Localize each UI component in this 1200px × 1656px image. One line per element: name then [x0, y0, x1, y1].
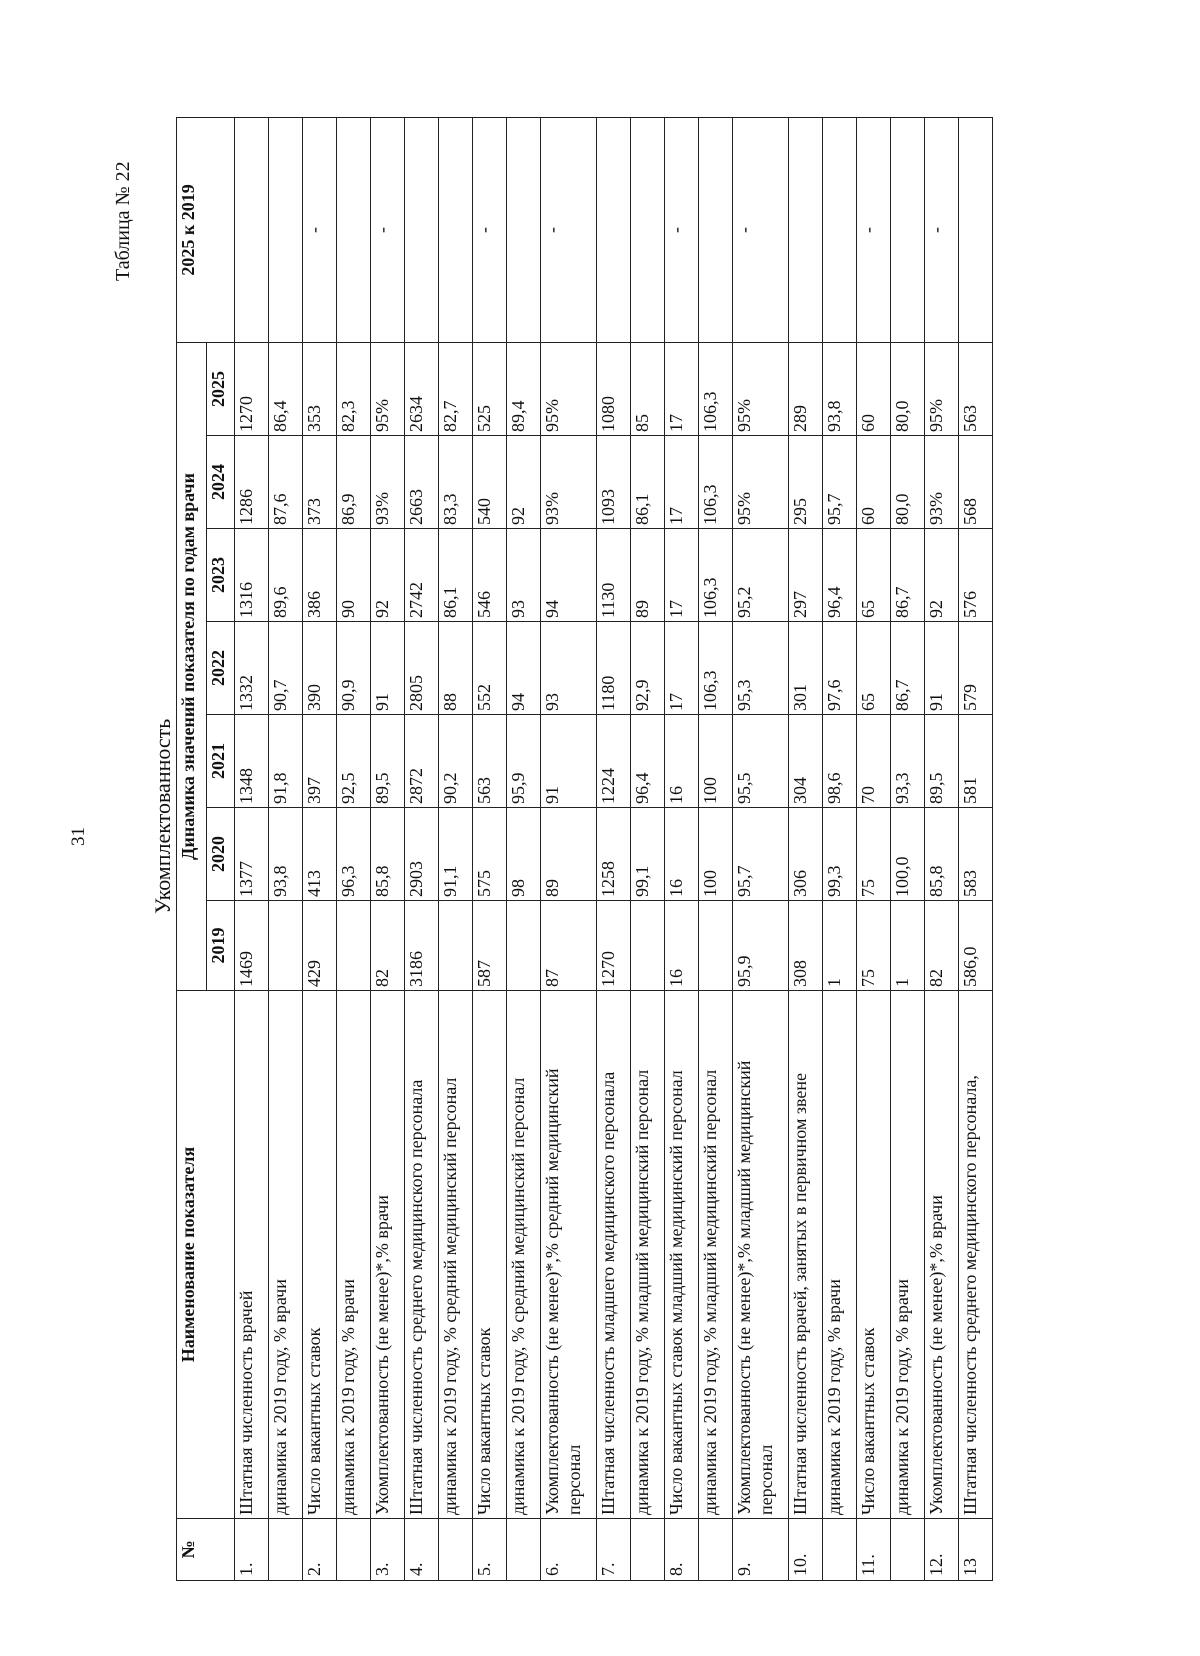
year-value: 90,7: [269, 622, 303, 715]
year-value: 89,6: [269, 529, 303, 622]
ratio-value: [597, 117, 631, 342]
year-value: 87,6: [269, 436, 303, 529]
ratio-value: [631, 117, 665, 342]
year-value: 106,3: [699, 436, 733, 529]
year-value: 1270: [597, 901, 631, 991]
indicator-name: Число вакантных ставок: [473, 991, 507, 1519]
row-number: 11.: [857, 1519, 891, 1581]
year-value: 91,1: [439, 808, 473, 901]
ratio-value: [789, 117, 823, 342]
year-value: 1093: [597, 436, 631, 529]
year-value: 90: [337, 529, 371, 622]
ratio-value: -: [665, 117, 699, 342]
year-value: 2872: [405, 715, 439, 808]
indicator-name: Укомплектованность (не менее)*,% врачи: [371, 991, 405, 1519]
row-number: 6.: [541, 1519, 597, 1581]
year-value: [699, 901, 733, 991]
table-row: [473, 117, 507, 1580]
ratio-value: -: [733, 117, 789, 342]
year-value: [337, 901, 371, 991]
year-value: 2634: [405, 342, 439, 435]
year-value: 2663: [405, 436, 439, 529]
year-value: 525: [473, 342, 507, 435]
year-value: 106,3: [699, 529, 733, 622]
row-number: [439, 1519, 473, 1581]
table-row: [857, 117, 891, 1580]
row-number: 5.: [473, 1519, 507, 1581]
year-value: 390: [303, 622, 337, 715]
table-row: [925, 117, 959, 1580]
year-value: 1332: [235, 622, 269, 715]
year-value: 1348: [235, 715, 269, 808]
year-value: 95%: [733, 436, 789, 529]
year-value: 397: [303, 715, 337, 808]
year-value: 1: [891, 901, 925, 991]
year-value: 95%: [925, 342, 959, 435]
year-value: 96,4: [823, 529, 857, 622]
table-row: [699, 117, 733, 1580]
year-value: 91: [371, 622, 405, 715]
year-value: 92: [507, 436, 541, 529]
indicator-name: динамика к 2019 году, % врачи: [269, 991, 303, 1519]
ratio-value: -: [541, 117, 597, 342]
table-row: [823, 117, 857, 1580]
year-value: 60: [857, 436, 891, 529]
year-value: 581: [959, 715, 993, 808]
year-value: 2805: [405, 622, 439, 715]
year-value: 106,3: [699, 622, 733, 715]
header-ratio: 2025 к 2019: [177, 117, 235, 342]
year-value: 373: [303, 436, 337, 529]
year-value: 93%: [541, 436, 597, 529]
row-number: 8.: [665, 1519, 699, 1581]
year-value: 586,0: [959, 901, 993, 991]
year-value: 87: [541, 901, 597, 991]
page-number: 31: [68, 827, 89, 846]
year-value: 568: [959, 436, 993, 529]
table-row: [439, 117, 473, 1580]
year-value: 93,3: [891, 715, 925, 808]
table-row: [269, 117, 303, 1580]
year-value: 92: [925, 529, 959, 622]
year-value: 93%: [925, 436, 959, 529]
year-value: 95,3: [733, 622, 789, 715]
year-value: 95%: [733, 342, 789, 435]
year-value: 540: [473, 436, 507, 529]
year-value: 297: [789, 529, 823, 622]
ratio-value: [235, 117, 269, 342]
year-value: 98: [507, 808, 541, 901]
year-value: 2903: [405, 808, 439, 901]
header-year: 2022: [207, 622, 235, 715]
year-value: 1286: [235, 436, 269, 529]
ratio-value: -: [303, 117, 337, 342]
row-number: [337, 1519, 371, 1581]
year-value: 552: [473, 622, 507, 715]
header-year: 2024: [207, 436, 235, 529]
staffing-table: [176, 117, 993, 1581]
year-value: 86,7: [891, 529, 925, 622]
year-value: 65: [857, 529, 891, 622]
header-year: 2025: [207, 342, 235, 435]
table-body: [235, 117, 993, 1580]
indicator-name: Штатная численность младшего медицинского персонала: [597, 991, 631, 1519]
year-value: 85,8: [371, 808, 405, 901]
year-value: 17: [665, 529, 699, 622]
year-value: 429: [303, 901, 337, 991]
table-row: [405, 117, 439, 1580]
year-value: 83,3: [439, 436, 473, 529]
year-value: 93: [507, 529, 541, 622]
ratio-value: -: [857, 117, 891, 342]
year-value: 93: [541, 622, 597, 715]
indicator-name: динамика к 2019 году, % средний медицинский персонал: [507, 991, 541, 1519]
year-value: 95,7: [823, 436, 857, 529]
table-title: Укомплектованность: [150, 718, 175, 914]
year-value: [269, 901, 303, 991]
year-value: 93,8: [269, 808, 303, 901]
table-row: [665, 117, 699, 1580]
ratio-value: [699, 117, 733, 342]
year-value: 89,4: [507, 342, 541, 435]
year-value: 106,3: [699, 342, 733, 435]
year-value: [507, 901, 541, 991]
year-value: 289: [789, 342, 823, 435]
year-value: 85,8: [925, 808, 959, 901]
year-value: 95,7: [733, 808, 789, 901]
row-number: 7.: [597, 1519, 631, 1581]
table-row: [507, 117, 541, 1580]
year-value: 97,6: [823, 622, 857, 715]
year-value: 576: [959, 529, 993, 622]
table-number: Таблица № 22: [112, 161, 134, 281]
year-value: 1377: [235, 808, 269, 901]
year-value: 546: [473, 529, 507, 622]
row-number: 9.: [733, 1519, 789, 1581]
year-value: 95,5: [733, 715, 789, 808]
year-value: 91: [925, 622, 959, 715]
year-value: 100: [699, 808, 733, 901]
year-value: 92,5: [337, 715, 371, 808]
year-value: 1130: [597, 529, 631, 622]
year-value: 98,6: [823, 715, 857, 808]
year-value: 75: [857, 808, 891, 901]
indicator-name: Укомплектованность (не менее)*,% младший медицинский персонал: [733, 991, 789, 1519]
year-value: 91,8: [269, 715, 303, 808]
row-number: 2.: [303, 1519, 337, 1581]
year-value: 95%: [541, 342, 597, 435]
year-value: 304: [789, 715, 823, 808]
indicator-name: Штатная численность врачей: [235, 991, 269, 1519]
year-value: 575: [473, 808, 507, 901]
row-number: 12.: [925, 1519, 959, 1581]
year-value: 587: [473, 901, 507, 991]
year-value: 60: [857, 342, 891, 435]
table-row: [789, 117, 823, 1580]
year-value: 2742: [405, 529, 439, 622]
year-value: 90,2: [439, 715, 473, 808]
year-value: 95,2: [733, 529, 789, 622]
header-year: 2023: [207, 529, 235, 622]
year-value: [631, 901, 665, 991]
table-row: [303, 117, 337, 1580]
year-value: 386: [303, 529, 337, 622]
year-value: 80,0: [891, 436, 925, 529]
indicator-name: Число вакантных ставок: [303, 991, 337, 1519]
row-number: [891, 1519, 925, 1581]
year-value: 16: [665, 715, 699, 808]
row-number: [269, 1519, 303, 1581]
indicator-name: Штатная численность врачей, занятых в первичном звене: [789, 991, 823, 1519]
year-value: 1180: [597, 622, 631, 715]
table-row: [337, 117, 371, 1580]
year-value: 89: [541, 808, 597, 901]
row-number: 10.: [789, 1519, 823, 1581]
ratio-value: -: [925, 117, 959, 342]
year-value: 301: [789, 622, 823, 715]
row-number: 3.: [371, 1519, 405, 1581]
year-value: 579: [959, 622, 993, 715]
year-value: 86,9: [337, 436, 371, 529]
table-row: [959, 117, 993, 1580]
year-value: 82,7: [439, 342, 473, 435]
indicator-name: Укомплектованность (не менее)*,% средний медицинский персонал: [541, 991, 597, 1519]
indicator-name: Штатная численность среднего медицинского персонала,: [959, 991, 993, 1519]
table-row: [891, 117, 925, 1580]
year-value: 82: [925, 901, 959, 991]
table-row: [235, 117, 269, 1580]
row-number: [823, 1519, 857, 1581]
year-value: 70: [857, 715, 891, 808]
row-number: 4.: [405, 1519, 439, 1581]
year-value: 91: [541, 715, 597, 808]
indicator-name: динамика к 2019 году, % врачи: [823, 991, 857, 1519]
indicator-name: динамика к 2019 году, % средний медицинский персонал: [439, 991, 473, 1519]
ratio-value: [959, 117, 993, 342]
header-dynamics: Динамика значений показателя по годам врачи: [177, 342, 207, 990]
year-value: 80,0: [891, 342, 925, 435]
table-row: [733, 117, 789, 1580]
year-value: 96,4: [631, 715, 665, 808]
year-value: 563: [473, 715, 507, 808]
year-value: 65: [857, 622, 891, 715]
year-value: 89,5: [371, 715, 405, 808]
year-value: 563: [959, 342, 993, 435]
year-value: 89,5: [925, 715, 959, 808]
year-value: 353: [303, 342, 337, 435]
ratio-value: [337, 117, 371, 342]
year-value: 17: [665, 436, 699, 529]
table-row: [371, 117, 405, 1580]
indicator-name: Штатная численность среднего медицинского персонала: [405, 991, 439, 1519]
year-value: 1224: [597, 715, 631, 808]
indicator-name: Число вакантных ставок: [857, 991, 891, 1519]
year-value: 95,9: [733, 901, 789, 991]
ratio-value: [405, 117, 439, 342]
year-value: 95%: [371, 342, 405, 435]
year-value: 86,1: [439, 529, 473, 622]
year-value: 75: [857, 901, 891, 991]
year-value: 86,4: [269, 342, 303, 435]
year-value: 94: [541, 529, 597, 622]
year-value: 295: [789, 436, 823, 529]
year-value: 99,3: [823, 808, 857, 901]
year-value: 16: [665, 901, 699, 991]
year-value: 93,8: [823, 342, 857, 435]
ratio-value: -: [371, 117, 405, 342]
year-value: 89: [631, 529, 665, 622]
year-value: 85: [631, 342, 665, 435]
year-value: 92,9: [631, 622, 665, 715]
row-number: 1.: [235, 1519, 269, 1581]
year-value: 17: [665, 342, 699, 435]
year-value: 3186: [405, 901, 439, 991]
year-value: 1469: [235, 901, 269, 991]
year-value: 413: [303, 808, 337, 901]
table-row: [541, 117, 597, 1580]
header-no: №: [177, 1519, 235, 1581]
ratio-value: [439, 117, 473, 342]
year-value: 1258: [597, 808, 631, 901]
year-value: [439, 901, 473, 991]
row-number: [631, 1519, 665, 1581]
year-value: 1316: [235, 529, 269, 622]
header-year: 2020: [207, 808, 235, 901]
year-value: 308: [789, 901, 823, 991]
indicator-name: динамика к 2019 году, % младший медицинский персонал: [631, 991, 665, 1519]
year-value: 82,3: [337, 342, 371, 435]
year-value: 17: [665, 622, 699, 715]
year-value: 92: [371, 529, 405, 622]
ratio-value: [891, 117, 925, 342]
ratio-value: [507, 117, 541, 342]
ratio-value: -: [473, 117, 507, 342]
ratio-value: [269, 117, 303, 342]
year-value: 1: [823, 901, 857, 991]
row-number: 13: [959, 1519, 993, 1581]
indicator-name: динамика к 2019 году, % врачи: [891, 991, 925, 1519]
indicator-name: динамика к 2019 году, % врачи: [337, 991, 371, 1519]
year-value: 94: [507, 622, 541, 715]
year-value: 86,7: [891, 622, 925, 715]
year-value: 100: [699, 715, 733, 808]
indicator-name: Укомплектованность (не менее)*,% врачи: [925, 991, 959, 1519]
year-value: 86,1: [631, 436, 665, 529]
table-row: [631, 117, 665, 1580]
ratio-value: [823, 117, 857, 342]
year-value: 99,1: [631, 808, 665, 901]
year-value: 90,9: [337, 622, 371, 715]
indicator-name: Число вакантных ставок младший медицинский персонал: [665, 991, 699, 1519]
year-value: 306: [789, 808, 823, 901]
row-number: [507, 1519, 541, 1581]
year-value: 95,9: [507, 715, 541, 808]
row-number: [699, 1519, 733, 1581]
year-value: 1080: [597, 342, 631, 435]
year-value: 93%: [371, 436, 405, 529]
table-row: [597, 117, 631, 1580]
header-year: 2019: [207, 901, 235, 991]
year-value: 100,0: [891, 808, 925, 901]
indicator-name: динамика к 2019 году, % младший медицинский персонал: [699, 991, 733, 1519]
header-year: 2021: [207, 715, 235, 808]
year-value: 1270: [235, 342, 269, 435]
year-value: 96,3: [337, 808, 371, 901]
year-value: 16: [665, 808, 699, 901]
header-name: Наименование показателя: [177, 991, 235, 1519]
year-value: 82: [371, 901, 405, 991]
year-value: 88: [439, 622, 473, 715]
year-value: 583: [959, 808, 993, 901]
